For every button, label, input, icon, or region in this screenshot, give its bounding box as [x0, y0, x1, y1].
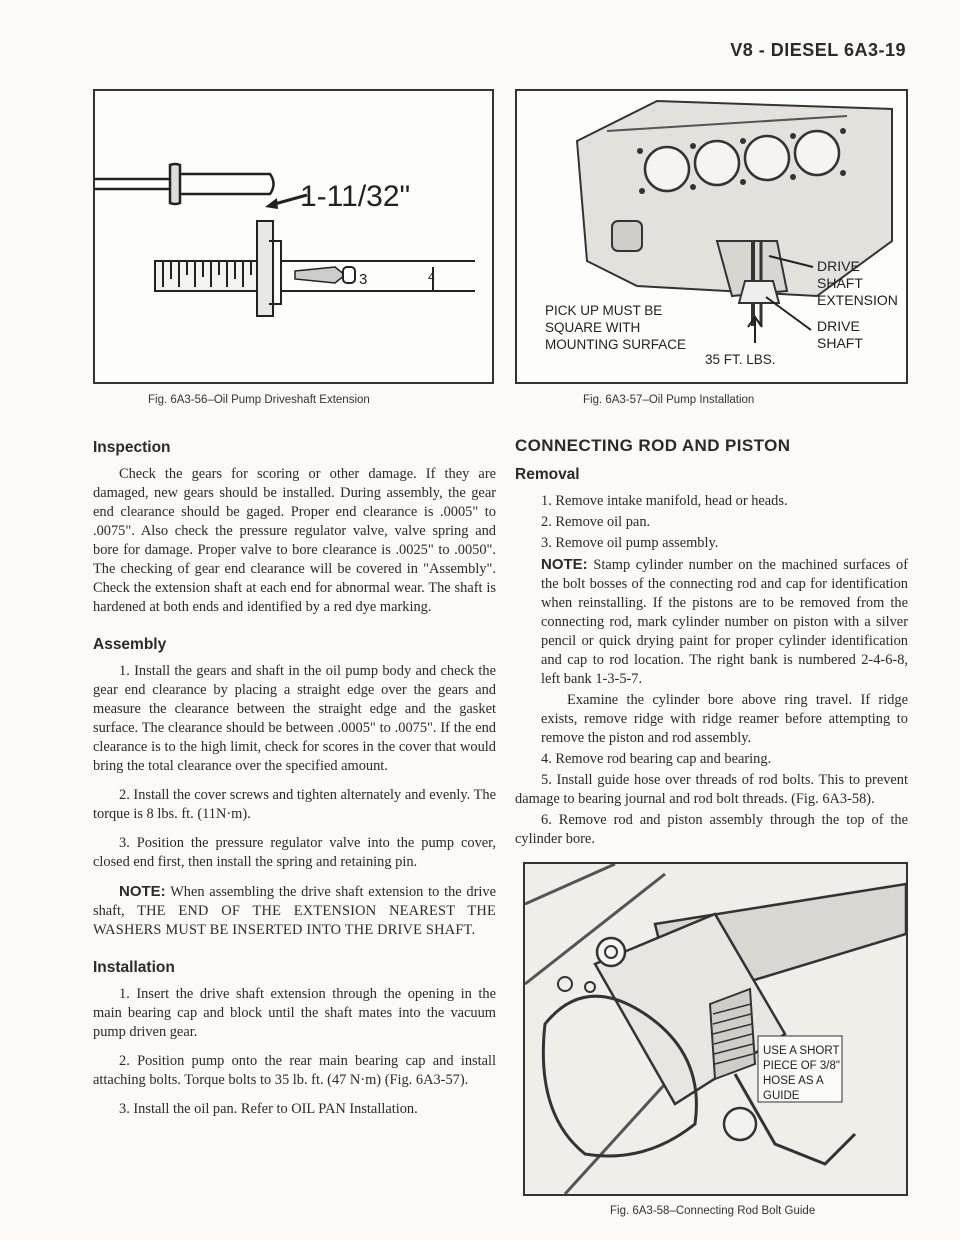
assembly-step-3: 3. Position the pressure regulator valve into the pump cover, closed end first, then install the spring and retaining pin. [93, 835, 496, 870]
label-drive-shaft-extension-3: EXTENSION [817, 292, 898, 308]
note-text: Stamp cylinder number on the machined surfaces of the bolt bosses of the connecting rod and cap for identification when reinstalling. If the pistons are to be removed from the connecting rod, mark cylinder number on piston with a silver pencil or quick drying paint for proper cylinder identification and cap to rod location. The right bank is numbered 2-4-6-8, left bank 1-3-5-7. [541, 557, 909, 687]
label-drive-shaft-2: SHAFT [817, 335, 863, 351]
assembly-step-2: 2. Install the cover screws and tighten alternately and evenly. The torque is 8 lbs. ft. (11N·m). [93, 787, 496, 822]
note-caps-text: THE END OF THE EXTENSION NEAREST THE WASHERS MUST BE INSERTED INTO THE DRIVE SHAFT. [93, 903, 496, 938]
label-drive-shaft-extension-2: SHAFT [817, 275, 863, 291]
removal-step-3: 3. Remove oil pump assembly. [541, 535, 719, 551]
assembly-note [93, 882, 496, 940]
note-label: NOTE: [541, 556, 588, 573]
scale-digit-3: 3 [359, 271, 368, 288]
callout-line-2: PIECE OF 3/8" [763, 1060, 840, 1072]
figure-oil-pump-installation [515, 89, 908, 384]
callout-line-1: USE A SHORT [763, 1045, 840, 1057]
removal-note [515, 555, 908, 689]
scale-digit-4: 4 [428, 270, 435, 284]
right-column [515, 430, 908, 849]
oil-pump-installation-illustration [517, 91, 906, 382]
dimension-label: 1-11/32" [300, 180, 411, 213]
install-step-2: 2. Position pump onto the rear main bearing cap and install attaching bolts. Torque bolts to 35 lb. ft. (47 N·m) (Fig. 6A3-57). [93, 1053, 496, 1088]
label-drive-shaft-1: DRIVE [817, 318, 860, 334]
left-column [93, 430, 496, 1129]
callout-line-3: HOSE AS A [763, 1075, 824, 1087]
figure-caption-57: Fig. 6A3-57–Oil Pump Installation [583, 394, 755, 406]
removal-step-4: 4. Remove rod bearing cap and bearing. [541, 751, 772, 767]
label-pickup-1: PICK UP MUST BE [545, 303, 663, 318]
install-step-3: 3. Install the oil pan. Refer to OIL PAN Installation. [119, 1101, 418, 1117]
inspection-paragraph: Check the gears for scoring or other damage. If they are damaged, new gears should be installed. During assembly, the gear end clearance should be gaged. Proper end clearance is .0005" to .0075". Also check the pressure regulator valve, valve spring and bore for damage. Proper valve to bore clearance is .0025" to .0050". The checking of gear end clearance will be covered in "Assembly". Check the extension shaft at each end for abnormal wear. The shaft is hardened at both ends and identified by a red dye marking. [93, 466, 496, 615]
driveshaft-extension-illustration [95, 91, 492, 382]
removal-heading: Removal [515, 466, 580, 483]
figure-caption-58: Fig. 6A3-58–Connecting Rod Bolt Guide [610, 1205, 816, 1217]
label-drive-shaft-extension-1: DRIVE [817, 258, 860, 274]
label-pickup-2: SQUARE WITH [545, 320, 641, 335]
figure-connecting-rod-bolt-guide [523, 862, 908, 1196]
label-pickup-3: MOUNTING SURFACE [545, 337, 687, 352]
figure-caption-56: Fig. 6A3-56–Oil Pump Driveshaft Extension [148, 394, 370, 406]
inspection-heading: Inspection [93, 439, 171, 456]
ridge-paragraph: Examine the cylinder bore above ring travel. If ridge exists, remove ridge with ridge reamer before attempting to remove the piston and rod assembly. [541, 692, 908, 746]
label-torque: 35 FT. LBS. [705, 352, 776, 367]
removal-step-1: 1. Remove intake manifold, head or heads. [541, 493, 788, 509]
section-title: CONNECTING ROD AND PISTON [515, 436, 791, 455]
connecting-rod-illustration [525, 864, 906, 1194]
installation-heading: Installation [93, 959, 175, 976]
running-header: V8 - DIESEL 6A3-19 [730, 40, 906, 60]
callout-line-4: GUIDE [763, 1090, 800, 1102]
assembly-heading: Assembly [93, 636, 167, 653]
assembly-step-1: 1. Install the gears and shaft in the oil pump body and check the gear end clearance by placing a straight edge over the gears and measure the clearance between the straight edge and the gasket surface. The clearance should be between .0005" to .0075". If the end clearance is to the high limit, check for scores in the cover that would bring the total clearance over the specified amount. [93, 663, 496, 774]
figure-driveshaft-extension [93, 89, 494, 384]
removal-step-2: 2. Remove oil pan. [541, 514, 651, 530]
removal-step-5: 5. Install guide hose over threads of rod bolts. This to prevent damage to bearing journal and rod bolt threads. (Fig. 6A3-58). [515, 772, 908, 807]
note-label: NOTE: [119, 883, 166, 900]
note-text: When assembling the drive shaft extension to the drive shaft, [93, 884, 497, 919]
install-step-1: 1. Insert the drive shaft extension through the opening in the main bearing cap and block until the shaft mates into the vacuum pump driven gear. [93, 986, 496, 1040]
removal-step-6: 6. Remove rod and piston assembly through the top of the cylinder bore. [515, 812, 908, 847]
